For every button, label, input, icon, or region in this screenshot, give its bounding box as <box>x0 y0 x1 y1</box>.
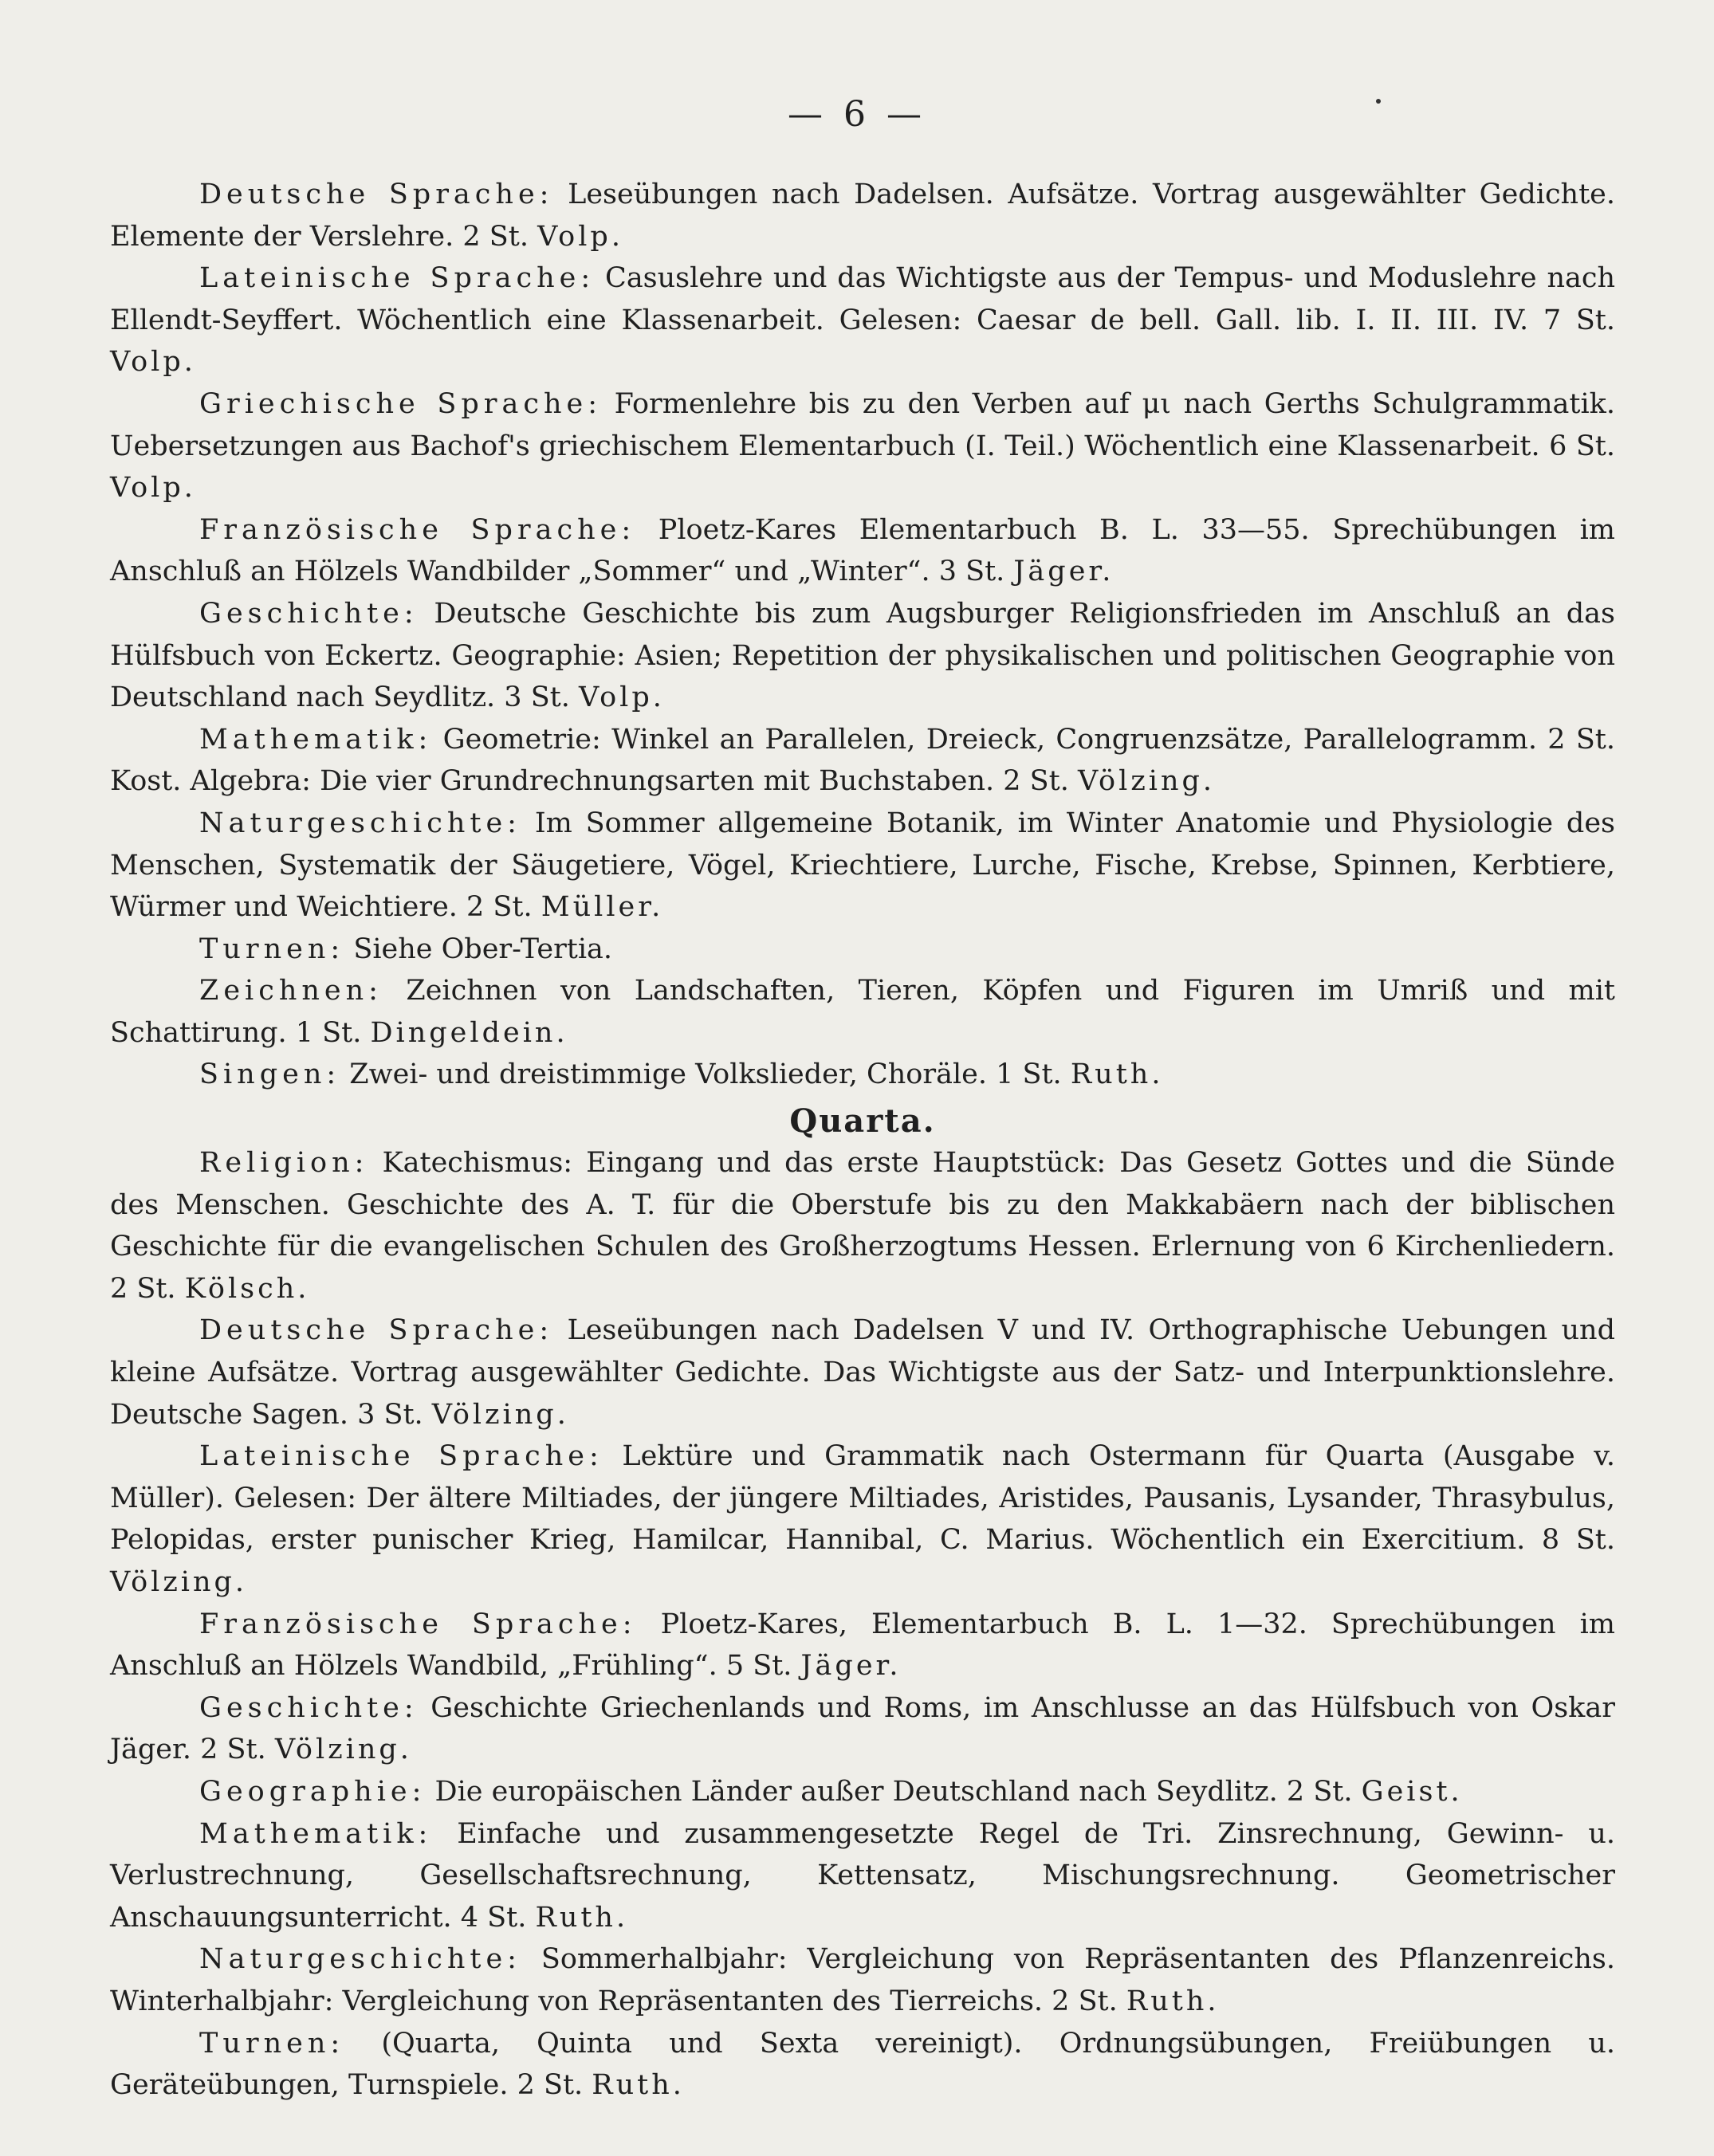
subject-paragraph <box>110 970 1615 1054</box>
subject-label: Lateinische Sprache: <box>199 1440 603 1473</box>
subject-paragraph <box>110 1604 1615 1687</box>
section-heading: Quarta. <box>789 1102 936 1141</box>
page-number: — 6 — <box>788 94 926 135</box>
teacher-name: Ruth. <box>592 2069 685 2102</box>
subject-text: Siehe Ober-Tertia. <box>344 933 613 965</box>
subject-label: Lateinische Sprache: <box>199 262 596 295</box>
teacher-name: Völzing. <box>1077 765 1216 798</box>
subject-label: Französische Sprache: <box>199 1608 637 1640</box>
teacher-name: Ruth. <box>1126 1985 1220 2017</box>
subject-paragraph <box>110 1054 1615 1096</box>
subject-paragraph <box>110 1310 1615 1435</box>
subject-label: Naturgeschichte: <box>199 807 521 839</box>
teacher-name: Volp. <box>110 472 196 505</box>
subject-label: Geschichte: <box>199 1691 419 1724</box>
teacher-name: Volp. <box>537 220 623 253</box>
subject-paragraph <box>110 1142 1615 1310</box>
teacher-name: Völzing. <box>110 1566 248 1598</box>
subject-label: Naturgeschichte: <box>199 1943 521 1976</box>
section-quarta <box>110 1101 1615 2107</box>
teacher-name: Jäger. <box>1013 556 1114 588</box>
subject-paragraph <box>110 593 1615 719</box>
subject-text: Katechismus: Eingang und das erste Hauptstück: Das Gesetz Gottes und die Sünde des Menschen. Geschichte des A. T. für die Oberstufe bis zu den Makkabäern nach der biblischen Geschichte für die evangelischen Schulen des Großherzogtums Hessen. Erlernung von 6 Kirchenliedern. 2 St. <box>110 1147 1615 1305</box>
subject-label: Deutsche Sprache: <box>199 179 554 210</box>
subject-text: Formenlehre bis zu den Verben auf μι nach Gerths Schulgrammatik. Uebersetzungen aus Bachof's griechischem Elementarbuch (I. Teil.) Wöchentlich eine Klassenarbeit. 6 St. <box>110 387 1615 462</box>
subject-paragraph <box>110 1687 1615 1771</box>
subject-label: Turnen: <box>199 2027 345 2060</box>
subject-text: Casuslehre und das Wichtigste aus der Tempus- und Moduslehre nach Ellendt-Seyffert. Wöchentlich eine Klassenarbeit. Gelesen: Caesar de bell. Gall. lib. I. II. III. IV. 7 St. <box>110 262 1616 336</box>
teacher-name: Dingeldein. <box>370 1016 568 1049</box>
subject-text: Ploetz-Kares, Elementarbuch B. L. 1—32. Sprechübungen im Anschluß an Hölzels Wandbild, „Frühling“. 5 St. <box>110 1608 1615 1683</box>
subject-text: Im Sommer allgemeine Botanik, im Winter Anatomie und Physiologie des Menschen, Systematik der Säugetiere, Vögel, Kriechtiere, Lurche, Fische, Krebse, Spinnen, Kerbtiere, Würmer und Weichtiere. 2 St. <box>110 807 1615 924</box>
subject-label: Singen: <box>199 1058 341 1091</box>
subject-label: Mathematik: <box>199 723 433 756</box>
teacher-name: Müller. <box>541 891 664 924</box>
subject-label: Griechische Sprache: <box>199 387 602 420</box>
teacher-name: Volp. <box>110 346 196 379</box>
subject-paragraph <box>110 509 1615 593</box>
subject-text: Ploetz-Kares Elementarbuch B. L. 33—55. Sprechübungen im Anschluß an Hölzels Wandbilder „Sommer“ und „Winter“. 3 St. <box>110 513 1615 588</box>
subject-text: Leseübungen nach Dadelsen V und IV. Orthographische Uebungen und kleine Aufsätze. Vortrag ausgewählter Gedichte. Das Wichtigste aus der Satz- und Interpunktionslehre. Deutsche Sagen. 3 St. <box>110 1314 1615 1431</box>
subject-paragraph <box>110 1435 1615 1603</box>
subject-paragraph <box>110 719 1615 803</box>
subject-label: Religion: <box>199 1147 369 1180</box>
subject-paragraph <box>110 1938 1615 2022</box>
subject-text: Leseübungen nach Dadelsen. Aufsätze. Vortrag ausgewählter Gedichte. Elemente der Verslehre. 2 St. <box>110 179 1615 253</box>
subject-paragraph <box>110 257 1615 383</box>
subject-paragraph <box>110 174 1615 257</box>
subject-paragraph <box>110 1771 1615 1813</box>
subject-label: Turnen: <box>199 933 345 965</box>
subject-text: Einfache und zusammengesetzte Regel de Tri. Zinsrechnung, Gewinn- u. Verlustrechnung, Gesellschaftsrechnung, Kettensatz, Mischungsrechnung. Geometrischer Anschauungsunterricht. 4 St. <box>110 1817 1615 1934</box>
subject-label: Geschichte: <box>199 597 419 630</box>
subject-text: Deutsche Geschichte bis zum Augsburger Religionsfrieden im Anschluß an das Hülfsbuch von Eckertz. Geographie: Asien; Repetition der physikalischen und politischen Geographie von Deutschland nach Seydlitz. 3 St. <box>110 597 1615 714</box>
teacher-name: Ruth. <box>1070 1058 1164 1091</box>
subject-text: (Quarta, Quinta und Sexta vereinigt). Ordnungsübungen, Freiübungen u. Geräteübungen, Turnspiele. 2 St. <box>110 2027 1615 2102</box>
teacher-name: Geist. <box>1361 1775 1463 1808</box>
subject-label: Zeichnen: <box>199 975 383 1007</box>
subject-text: Zeichnen von Landschaften, Tieren, Köpfen und Figuren im Umriß und mit Schattirung. 1 St. <box>110 975 1615 1049</box>
subject-text: Sommerhalbjahr: Vergleichung von Repräsentanten des Pflanzenreichs. Winterhalbjahr: Vergleichung von Repräsentanten des Tierreichs. 2 St. <box>110 1943 1615 2017</box>
subject-label: Mathematik: <box>199 1817 433 1850</box>
teacher-name: Ruth. <box>535 1901 629 1934</box>
subject-label: Deutsche Sprache: <box>199 1314 554 1347</box>
subject-label: Geographie: <box>199 1775 427 1808</box>
teacher-name: Volp. <box>579 681 665 714</box>
subject-paragraph <box>110 803 1615 929</box>
page-content <box>110 174 1615 2107</box>
subject-paragraph <box>110 383 1615 509</box>
subject-text: Zwei- und dreistimmige Volkslieder, Choräle. 1 St. <box>340 1058 1062 1091</box>
section-continued <box>110 174 1615 1096</box>
ink-speck <box>1376 99 1381 104</box>
subject-paragraph <box>110 2023 1615 2107</box>
subject-text: Geschichte Griechenlands und Roms, im Anschlusse an das Hülfsbuch von Oskar Jäger. 2 St. <box>110 1691 1615 1766</box>
teacher-name: Völzing. <box>274 1734 412 1766</box>
subject-text: Lektüre und Grammatik nach Ostermann für Quarta (Ausgabe v. Müller). Gelesen: Der ältere Miltiades, der jüngere Miltiades, Aristides, Pausanis, Lysander, Thrasybulus, Pelopidas, erster punischer Krieg, Hamilcar, Hannibal, C. Marius. Wöchentlich ein Exercitium. 8 St. <box>110 1440 1615 1557</box>
teacher-name: Jäger. <box>800 1650 902 1683</box>
subject-paragraph <box>110 929 1615 971</box>
subject-text: Geometrie: Winkel an Parallelen, Dreieck, Congruenzsätze, Parallelogramm. 2 St. Kost. Algebra: Die vier Grundrechnungsarten mit Buchstaben. 2 St. <box>110 723 1615 798</box>
subject-text: Die europäischen Länder außer Deutschland nach Seydlitz. 2 St. <box>426 1775 1353 1808</box>
teacher-name: Kölsch. <box>184 1272 310 1305</box>
teacher-name: Völzing. <box>431 1398 569 1431</box>
subject-paragraph <box>110 1813 1615 1939</box>
subject-label: Französische Sprache: <box>199 513 636 546</box>
